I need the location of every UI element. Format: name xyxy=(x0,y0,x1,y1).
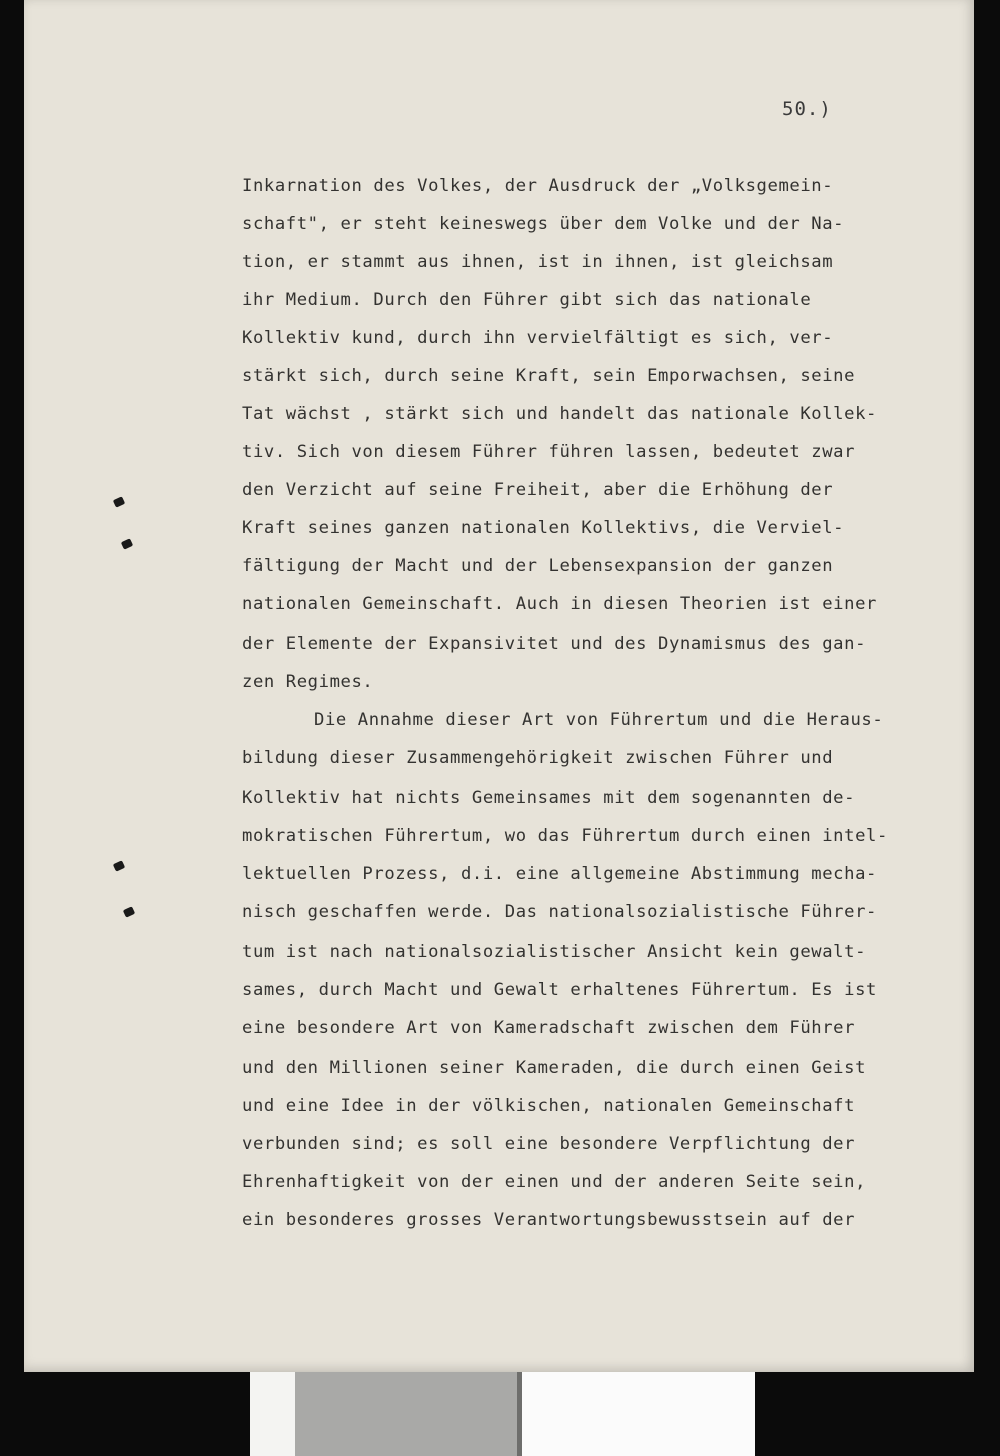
text-line: ihr Medium. Durch den Führer gibt sich das nationale xyxy=(242,290,812,310)
text-line: Ehrenhaftigkeit von der einen und der anderen Seite sein, xyxy=(242,1172,867,1192)
text-line: Kollektiv kund, durch ihn vervielfältigt es sich, ver- xyxy=(242,328,834,348)
text-line: Kollektiv hat nichts Gemeinsames mit dem sogenannten de- xyxy=(242,788,856,808)
text-line: stärkt sich, durch seine Kraft, sein Emporwachsen, seine xyxy=(242,366,856,386)
punch-hole-mark xyxy=(113,496,125,507)
text-line: nisch geschaffen werde. Das nationalsozialistische Führer- xyxy=(242,902,877,922)
text-line: bildung dieser Zusammengehörigkeit zwischen Führer und xyxy=(242,748,834,768)
text-line: tum ist nach nationalsozialistischer Ansicht kein gewalt- xyxy=(242,942,867,962)
punch-hole-mark xyxy=(121,538,133,549)
document-page xyxy=(24,0,974,1372)
calibration-patch-gray xyxy=(295,1372,517,1456)
text-line: den Verzicht auf seine Freiheit, aber die Erhöhung der xyxy=(242,480,834,500)
calibration-patch-white xyxy=(522,1372,755,1456)
text-line: ein besonderes grosses Verantwortungsbewusstsein auf der xyxy=(242,1210,856,1230)
text-line: mokratischen Führertum, wo das Führertum durch einen intel- xyxy=(242,826,888,846)
text-line: und eine Idee in der völkischen, nationalen Gemeinschaft xyxy=(242,1096,856,1116)
text-line: Kraft seines ganzen nationalen Kollektivs, die Verviel- xyxy=(242,518,845,538)
punch-hole-mark xyxy=(113,860,125,871)
color-calibration-strip xyxy=(250,1372,850,1456)
text-line: tion, er stammt aus ihnen, ist in ihnen, ist gleichsam xyxy=(242,252,834,272)
text-line: Inkarnation des Volkes, der Ausdruck der „Volksgemein- xyxy=(242,176,834,196)
text-line: Tat wächst , stärkt sich und handelt das nationale Kollek- xyxy=(242,404,877,424)
punch-hole-mark xyxy=(123,906,135,917)
text-line: verbunden sind; es soll eine besondere Verpflichtung der xyxy=(242,1134,856,1154)
text-line: sames, durch Macht und Gewalt erhaltenes Führertum. Es ist xyxy=(242,980,877,1000)
text-line: und den Millionen seiner Kameraden, die durch einen Geist xyxy=(242,1058,867,1078)
text-line: nationalen Gemeinschaft. Auch in diesen Theorien ist einer xyxy=(242,594,877,614)
text-line: tiv. Sich von diesem Führer führen lassen, bedeutet zwar xyxy=(242,442,856,462)
text-line: Die Annahme dieser Art von Führertum und die Heraus- xyxy=(314,710,884,730)
text-line: fältigung der Macht und der Lebensexpansion der ganzen xyxy=(242,556,834,576)
calibration-patch-white xyxy=(250,1372,295,1456)
text-line: eine besondere Art von Kameradschaft zwischen dem Führer xyxy=(242,1018,856,1038)
page-number: 50.) xyxy=(782,98,832,120)
text-line: lektuellen Prozess, d.i. eine allgemeine Abstimmung mecha- xyxy=(242,864,877,884)
text-line: schaft", er steht keineswegs über dem Volke und der Na- xyxy=(242,214,845,234)
text-line: zen Regimes. xyxy=(242,672,374,692)
text-line: der Elemente der Expansivitet und des Dynamismus des gan- xyxy=(242,634,867,654)
